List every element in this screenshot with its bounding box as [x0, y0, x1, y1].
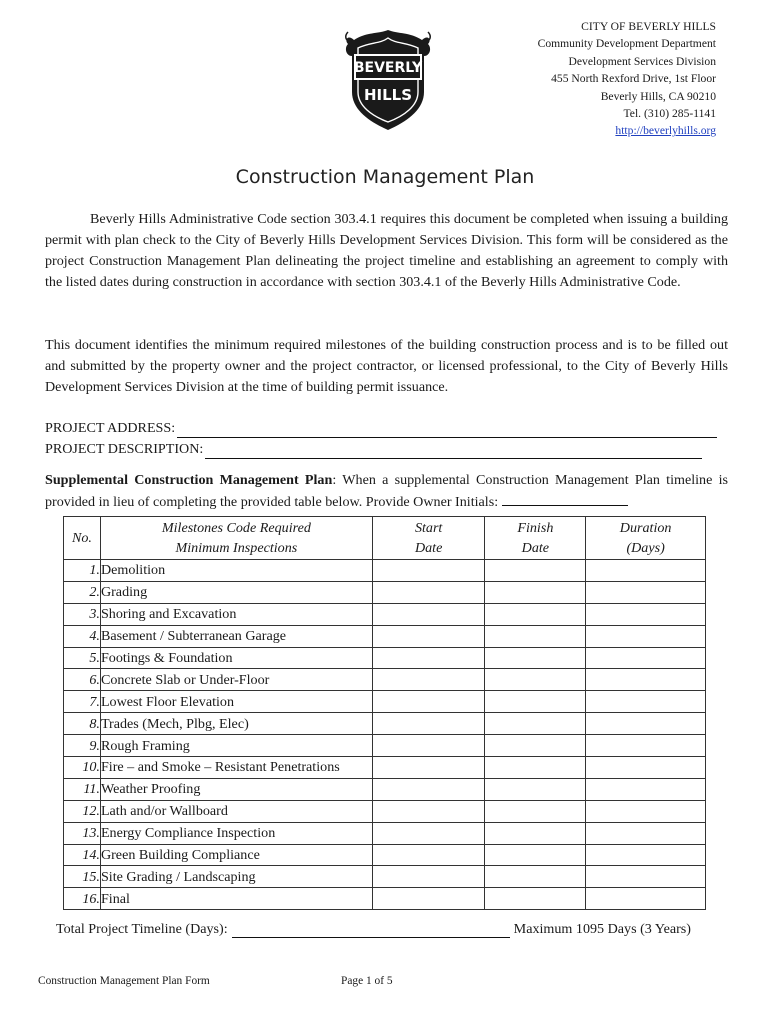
row-number: 16.: [64, 888, 101, 910]
finish-date-cell[interactable]: [485, 560, 586, 582]
row-milestone: Final: [100, 888, 372, 910]
col-header-duration-line2: (Days): [626, 540, 665, 556]
start-date-cell[interactable]: [372, 669, 485, 691]
header-department: Community Development Department: [537, 37, 716, 51]
row-number: 4.: [64, 625, 101, 647]
table-row: [64, 603, 706, 625]
start-date-cell[interactable]: [372, 822, 485, 844]
row-milestone: Weather Proofing: [100, 778, 372, 800]
row-number: 12.: [64, 800, 101, 822]
start-date-cell[interactable]: [372, 888, 485, 910]
table-row: [64, 581, 706, 603]
duration-cell[interactable]: [586, 713, 706, 735]
duration-cell[interactable]: [586, 844, 706, 866]
start-date-cell[interactable]: [372, 560, 485, 582]
duration-cell[interactable]: [586, 735, 706, 757]
row-milestone: Rough Framing: [100, 735, 372, 757]
row-number: 14.: [64, 844, 101, 866]
table-row: [64, 691, 706, 713]
start-date-cell[interactable]: [372, 800, 485, 822]
duration-cell[interactable]: [586, 669, 706, 691]
beverly-hills-shield-logo: [340, 26, 436, 134]
supplemental-plan-text: : When a supplemental Construction Management Plan timeline is provided in lieu of completing the provided table below. Provide Owner Initials:: [45, 472, 728, 510]
row-number: 5.: [64, 647, 101, 669]
col-header-milestones: [100, 517, 372, 560]
finish-date-cell[interactable]: [485, 669, 586, 691]
duration-cell[interactable]: [586, 822, 706, 844]
start-date-cell[interactable]: [372, 713, 485, 735]
finish-date-cell[interactable]: [485, 844, 586, 866]
header-address: 455 North Rexford Drive, 1st Floor: [551, 72, 716, 86]
row-number: 8.: [64, 713, 101, 735]
row-number: 13.: [64, 822, 101, 844]
table-row: [64, 647, 706, 669]
duration-cell[interactable]: [586, 625, 706, 647]
project-address-input-line[interactable]: [177, 422, 717, 438]
table-row: [64, 713, 706, 735]
table-row: [64, 669, 706, 691]
duration-cell[interactable]: [586, 866, 706, 888]
duration-cell[interactable]: [586, 581, 706, 603]
table-row: [64, 735, 706, 757]
finish-date-cell[interactable]: [485, 647, 586, 669]
duration-cell[interactable]: [586, 647, 706, 669]
start-date-cell[interactable]: [372, 778, 485, 800]
row-milestone: Energy Compliance Inspection: [100, 822, 372, 844]
row-number: 2.: [64, 581, 101, 603]
table-row: [64, 625, 706, 647]
project-address-label: PROJECT ADDRESS:: [45, 420, 176, 436]
department-contact-block: [538, 18, 716, 140]
row-milestone: Basement / Subterranean Garage: [100, 625, 372, 647]
header-city: CITY OF BEVERLY HILLS: [581, 20, 716, 33]
row-milestone: Lath and/or Wallboard: [100, 800, 372, 822]
supplemental-plan-heading: Supplemental Construction Management Plan: [45, 472, 333, 488]
row-milestone: Fire – and Smoke – Resistant Penetrations: [100, 757, 372, 779]
col-header-start-line1: Start: [414, 520, 443, 536]
project-description-input-line[interactable]: [205, 443, 702, 459]
duration-cell[interactable]: [586, 560, 706, 582]
row-milestone: Green Building Compliance: [100, 844, 372, 866]
table-row: [64, 888, 706, 910]
duration-cell[interactable]: [586, 778, 706, 800]
header-telephone: Tel. (310) 285-1141: [623, 107, 716, 121]
duration-cell[interactable]: [586, 757, 706, 779]
start-date-cell[interactable]: [372, 844, 485, 866]
col-header-finish-line2: Date: [521, 540, 550, 556]
header-city-state: Beverly Hills, CA 90210: [600, 89, 716, 103]
row-milestone: Demolition: [100, 560, 372, 582]
row-number: 10.: [64, 757, 101, 779]
project-description-field: [45, 439, 702, 459]
project-address-field: [45, 418, 717, 438]
col-header-no: No.: [64, 517, 101, 560]
table-row: [64, 866, 706, 888]
finish-date-cell[interactable]: [485, 603, 586, 625]
row-number: 7.: [64, 691, 101, 713]
duration-cell[interactable]: [586, 691, 706, 713]
finish-date-cell[interactable]: [485, 581, 586, 603]
row-milestone: Concrete Slab or Under-Floor: [100, 669, 372, 691]
start-date-cell[interactable]: [372, 581, 485, 603]
finish-date-cell[interactable]: [485, 822, 586, 844]
milestones-table: [63, 516, 706, 910]
start-date-cell[interactable]: [372, 647, 485, 669]
total-timeline-field: [56, 921, 691, 938]
table-header-row: [64, 517, 706, 560]
finish-date-cell[interactable]: [485, 800, 586, 822]
total-timeline-label: Total Project Timeline (Days):: [56, 921, 228, 937]
project-description-label: PROJECT DESCRIPTION:: [45, 441, 204, 457]
finish-date-cell[interactable]: [485, 625, 586, 647]
row-milestone: Trades (Mech, Plbg, Elec): [100, 713, 372, 735]
table-row: [64, 800, 706, 822]
row-milestone: Lowest Floor Elevation: [100, 691, 372, 713]
start-date-cell[interactable]: [372, 691, 485, 713]
col-header-duration: [586, 517, 706, 560]
col-header-milestones-line1: Milestones Code Required: [161, 520, 311, 536]
finish-date-cell[interactable]: [485, 713, 586, 735]
row-milestone: Shoring and Excavation: [100, 603, 372, 625]
table-row: [64, 822, 706, 844]
finish-date-cell[interactable]: [485, 888, 586, 910]
finish-date-cell[interactable]: [485, 778, 586, 800]
owner-initials-input-line[interactable]: [502, 491, 628, 506]
table-row: [64, 778, 706, 800]
logo-text-beverly: BEVERLY: [353, 60, 423, 76]
row-number: 6.: [64, 669, 101, 691]
start-date-cell[interactable]: [372, 603, 485, 625]
start-date-cell[interactable]: [372, 866, 485, 888]
duration-cell[interactable]: [586, 888, 706, 910]
row-number: 1.: [64, 560, 101, 582]
duration-cell[interactable]: [586, 800, 706, 822]
row-milestone: Grading: [100, 581, 372, 603]
row-number: 11.: [64, 778, 101, 800]
col-header-milestones-line2: Minimum Inspections: [175, 540, 298, 556]
total-timeline-input-line[interactable]: [232, 922, 510, 938]
finish-date-cell[interactable]: [485, 866, 586, 888]
col-header-finish-line1: Finish: [517, 520, 554, 536]
table-row: [64, 560, 706, 582]
supplemental-plan-paragraph: [45, 470, 728, 513]
intro-paragraph: Beverly Hills Administrative Code section 303.4.1 requires this document be completed when issuing a building permit with plan check to the City of Beverly Hills Development Services Division. This form will be considered as the project Construction Management Plan delineating the project timeline and establishing an agreement to comply with the listed dates during construction in accordance with section 303.4.1 of the Beverly Hills Administrative Code.: [45, 211, 728, 290]
footer-page-number: Page 1 of 5: [341, 975, 393, 987]
start-date-cell[interactable]: [372, 735, 485, 757]
table-row: [64, 844, 706, 866]
row-number: 15.: [64, 866, 101, 888]
col-header-duration-line1: Duration: [619, 520, 672, 536]
shield-logo-graphic: [340, 26, 436, 134]
finish-date-cell[interactable]: [485, 691, 586, 713]
start-date-cell[interactable]: [372, 625, 485, 647]
page-title: Construction Management Plan: [235, 166, 535, 188]
table-row: [64, 757, 706, 779]
maximum-duration-note: Maximum 1095 Days (3 Years): [513, 921, 691, 937]
col-header-start-line2: Date: [414, 540, 443, 556]
row-number: 3.: [64, 603, 101, 625]
row-number: 9.: [64, 735, 101, 757]
purpose-paragraph: This document identifies the minimum required milestones of the building construction process and is to be filled out and submitted by the property owner and the project contractor, or licensed professional, to the City of Beverly Hills Development Services Division at the time of building permit issuance.: [45, 337, 728, 395]
footer-form-name: Construction Management Plan Form: [38, 975, 210, 987]
row-milestone: Site Grading / Landscaping: [100, 866, 372, 888]
row-milestone: Footings & Foundation: [100, 647, 372, 669]
duration-cell[interactable]: [586, 603, 706, 625]
header-division: Development Services Division: [568, 54, 716, 68]
finish-date-cell[interactable]: [485, 735, 586, 757]
start-date-cell[interactable]: [372, 757, 485, 779]
col-header-finish-date: [485, 517, 586, 560]
website-link[interactable]: http://beverlyhills.org: [615, 124, 716, 138]
logo-text-hills: HILLS: [363, 86, 413, 104]
col-header-start-date: [372, 517, 485, 560]
finish-date-cell[interactable]: [485, 757, 586, 779]
